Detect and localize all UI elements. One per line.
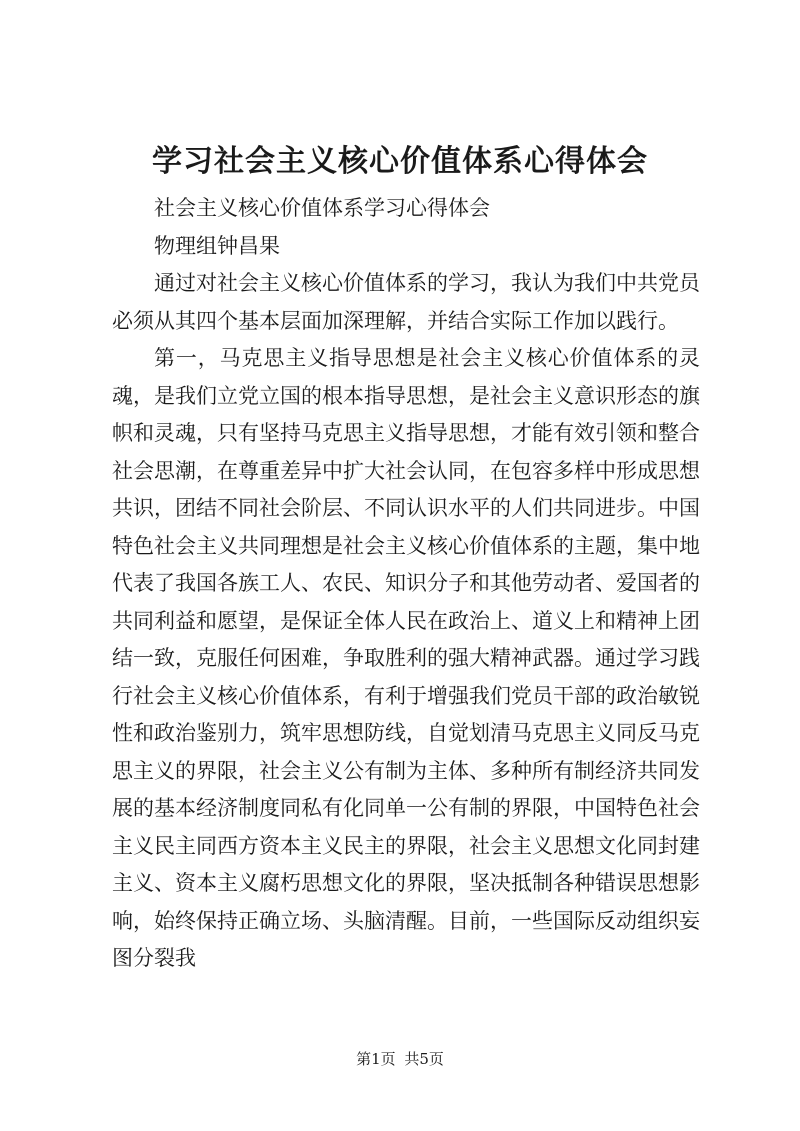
author-paragraph: 物理组钟昌果	[154, 233, 280, 258]
subtitle-paragraph: 社会主义核心价值体系学习心得体会	[154, 196, 490, 220]
document-title: 学习社会主义核心价值体系心得体会	[152, 144, 648, 179]
total-pages: 共5页	[404, 1050, 444, 1068]
document-body	[112, 190, 700, 978]
page-footer	[0, 1049, 800, 1069]
intro-paragraph: 通过对社会主义核心价值体系的学习，我认为我们中共党员必须从其四个基本层面加深理解，并结合实际工作加以践行。	[112, 271, 700, 333]
body-paragraph: 第一，马克思主义指导思想是社会主义核心价值体系的灵魂，是我们立党立国的根本指导思想，是社会主义意识形态的旗帜和灵魂，只有坚持马克思主义指导思想，才能有效引领和整合社会思潮，在尊重差异中扩大社会认同，在包容多样中形成思想共识，团结不同社会阶层、不同认识水平的人们共同进步。中国特色社会主义共同理想是社会主义核心价值体系的主题，集中地代表了我国各族工人、农民、知识分子和其他劳动者、爱国者的共同利益和愿望，是保证全体人民在政治上、道义上和精神上团结一致，克服任何困难，争取胜利的强大精神武器。通过学习践行社会主义核心价值体系，有利于增强我们党员干部的政治敏锐性和政治鉴别力，筑牢思想防线，自觉划清马克思主义同反马克思主义的界限，社会主义公有制为主体、多种所有制经济共同发展的基本经济制度同私有化同单一公有制的界限，中国特色社会主义民主同西方资本主义民主的界限，社会主义思想文化同封建主义、资本主义腐朽思想文化的界限，坚决抵制各种错误思想影响，始终保持正确立场、头脑清醒。目前，一些国际反动组织妄图分裂我	[112, 346, 700, 970]
page-number: 第1页	[356, 1050, 396, 1068]
